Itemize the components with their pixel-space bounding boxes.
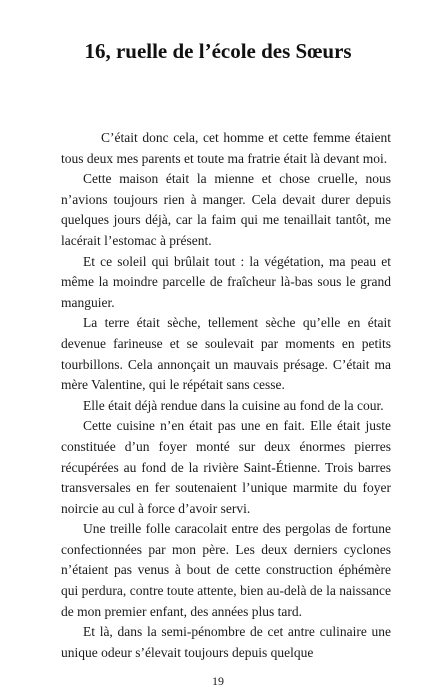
paragraph: C’était donc cela, cet homme et cette femme étaient tous deux mes parents et toute ma fratrie était là devant moi. [61, 130, 391, 166]
paragraph: Une treille folle caracolait entre des pergolas de fortune confectionnées par mon père. Les deux derniers cyclones n’étaient pas venus à bout de cette construction éphémère qui perdura, contre toute attente, bien au-delà de la naissance de mon premier enfant, des années plus tard. [61, 521, 391, 619]
paragraph: La terre était sèche, tellement sèche qu’elle en était devenue farineuse et se soulevait par moments en petits tourbillons. Cela annonçait un mauvais présage. C’était ma mère Valentine, qui le répétait sans cesse. [61, 315, 391, 393]
page-number: 19 [212, 674, 224, 688]
paragraph: Et ce soleil qui brûlait tout : la végétation, ma peau et même la moindre parcelle de fraîcheur là-bas sous le grand manguier. [61, 253, 391, 310]
chapter-title: 16, ruelle de l’école des Sœurs [84, 39, 352, 63]
paragraph: Cette maison était la mienne et chose cruelle, nous n’avions toujours rien à manger. Cela devait durer depuis quelques jours déjà, car la faim qui me tenaillait tantôt, me lacérait l’estomac à présent. [61, 171, 391, 248]
paragraph: Cette cuisine n’en était pas une en fait. Elle était juste constituée d’un foyer monté sur deux énormes pierres récupérées au fond de la rivière Saint-Étienne. Trois barres transversales en fer soutenaient l’unique marmite du foyer noircie au cul à force d’avoir servi. [61, 418, 391, 516]
paragraph: Et là, dans la semi-pénombre de cet antre culinaire une unique odeur s’élevait toujours depuis quelque [61, 624, 391, 660]
body-text [61, 128, 391, 663]
paragraph: Elle était déjà rendue dans la cuisine au fond de la cour. [83, 397, 384, 413]
